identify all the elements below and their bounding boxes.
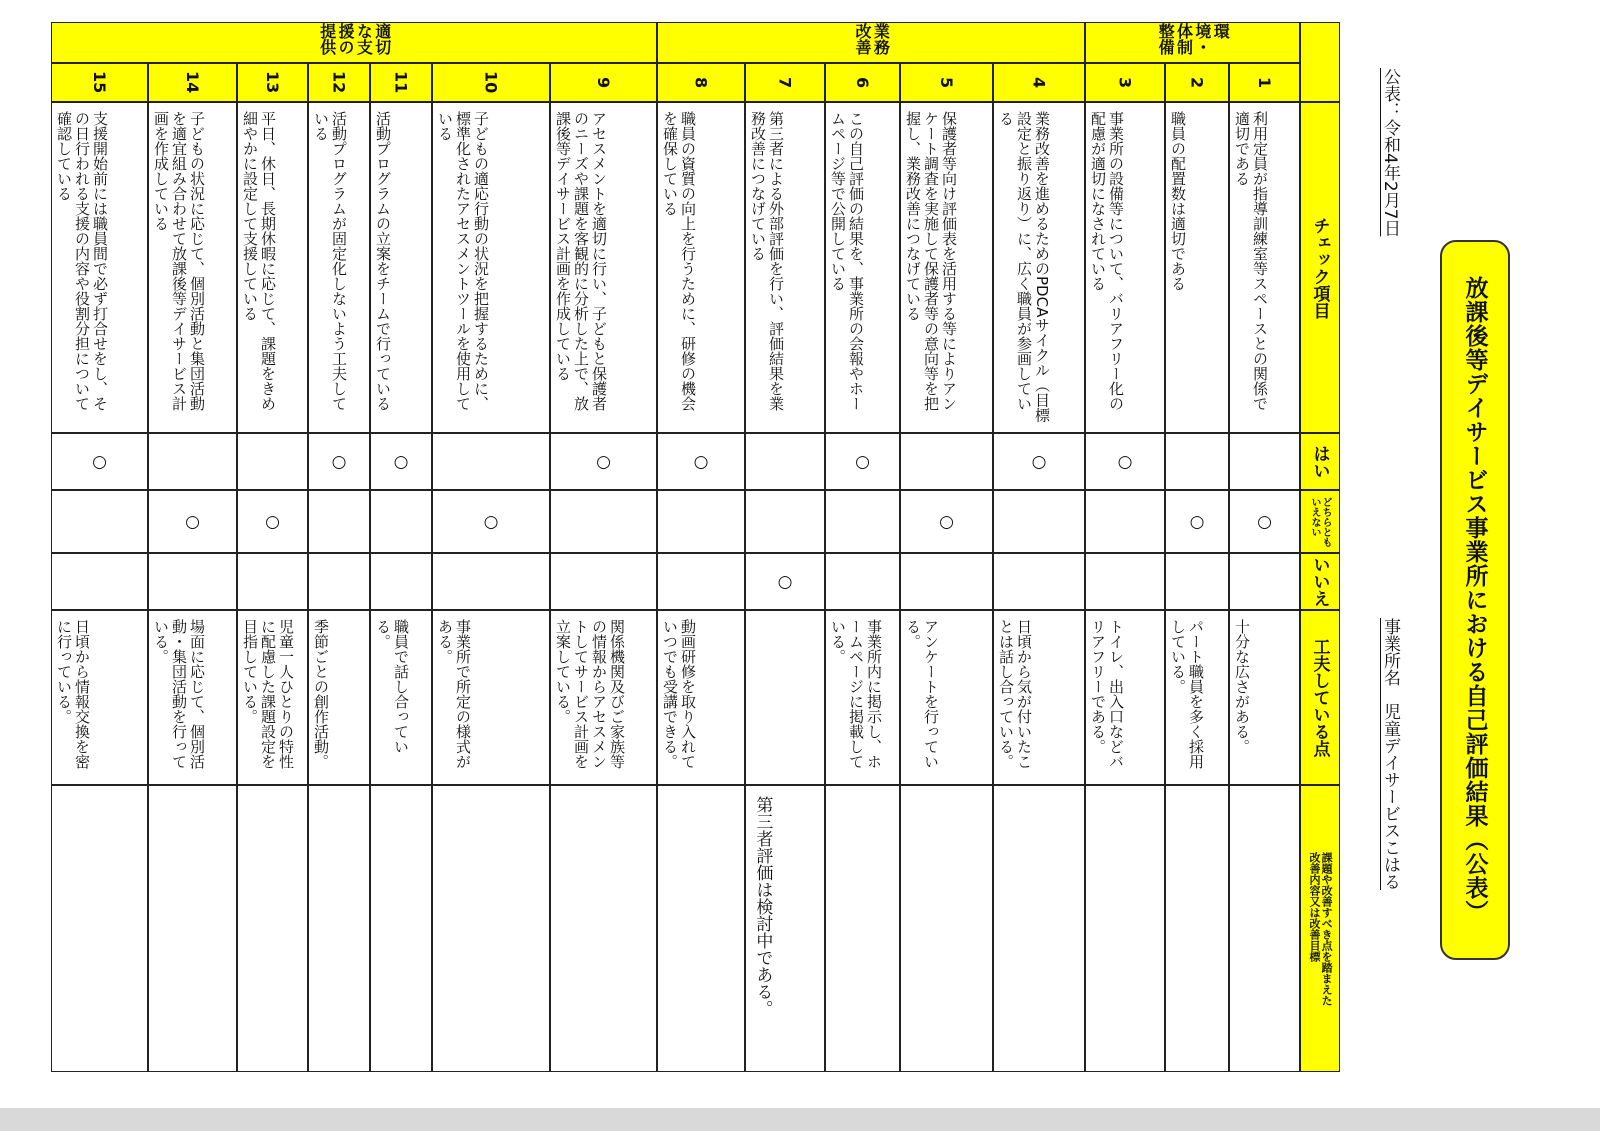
issue-text: [308, 785, 370, 1072]
header-no-text: いいえ: [1309, 556, 1330, 607]
answer-no: [993, 553, 1085, 610]
category-1-text: 環境・体制整備: [1156, 23, 1231, 55]
row-number-text: 8: [691, 76, 711, 89]
answer-neither-text: ○: [1254, 511, 1275, 532]
row-number: [745, 63, 825, 102]
effort-text-text: 十分な広さがある。: [1233, 619, 1251, 754]
answer-no: [51, 553, 148, 610]
answer-yes: [1229, 433, 1300, 490]
effort-text-text: 動画研修を取り入れていつでも受講できる。: [661, 619, 697, 769]
effort-text: [1165, 610, 1229, 785]
effort-text: [1085, 610, 1165, 785]
answer-no: [745, 553, 825, 610]
issue-text: [825, 785, 900, 1072]
answer-neither: [1085, 490, 1165, 553]
check-item: [1229, 102, 1300, 433]
answer-yes-text: ○: [593, 451, 614, 472]
row-number-text: 13: [263, 71, 282, 94]
effort-text-text: トイレ、出入口などバリアフリーである。: [1089, 619, 1125, 769]
row-number-text: 3: [1115, 76, 1135, 89]
answer-yes-text: ○: [1029, 451, 1049, 472]
answer-yes: [657, 433, 745, 490]
row-number: [900, 63, 993, 102]
effort-text-text: 日頃から気が付いたことは話し合っている。: [997, 619, 1033, 769]
issue-text: [51, 785, 148, 1072]
check-item: [51, 102, 148, 433]
header-check-item-text: チェック項目: [1309, 216, 1330, 319]
category-3-text: 適切な支援の提供: [317, 23, 392, 55]
header-no: [1300, 553, 1340, 610]
check-item: [1085, 102, 1165, 433]
check-item-text: 活動プログラムが固定化しないよう工夫している: [312, 111, 348, 411]
check-item-text: この自己評価の結果を、事業所の会報やホームページ等で公開している: [829, 111, 865, 411]
issue-text: [1165, 785, 1229, 1072]
answer-yes-text: ○: [691, 451, 711, 472]
answer-neither: [745, 490, 825, 553]
answer-no: [1165, 553, 1229, 610]
facility-name: 事業所名 児童デイサービスこはる: [1380, 618, 1400, 890]
answer-yes: [370, 433, 432, 490]
category-2-text: 業務改善: [853, 23, 891, 55]
answer-neither-text: ○: [481, 511, 501, 532]
answer-neither: [432, 490, 550, 553]
effort-text: [237, 610, 308, 785]
answer-neither: [1229, 490, 1300, 553]
answer-no: [825, 553, 900, 610]
check-item-text: アセスメントを適切に行い、子どもと保護者のニーズや課題を客観的に分析した上で、放課後等デイサービス計画を作成している: [554, 111, 608, 411]
effort-text: [825, 610, 900, 785]
header-neither: [1300, 490, 1340, 553]
row-number-text: 12: [329, 71, 349, 94]
row-number: [1085, 63, 1165, 102]
answer-neither: [550, 490, 657, 553]
answer-yes: [900, 433, 993, 490]
effort-text-text: 事業所内に掲示し、ホームページに掲載している。: [829, 619, 883, 769]
header-issues: [1300, 785, 1340, 1072]
effort-text-text: 季節ごとの創作活動。: [312, 619, 330, 769]
row-number-text: 11: [391, 71, 411, 94]
effort-text-text: 関係機関及びご家族等の情報からアセスメントしてサービス計画を立案している。: [554, 619, 626, 769]
page-title: 放課後等デイサービス事業所における自己評価結果（公表）: [1461, 276, 1488, 924]
row-number: [51, 63, 148, 102]
answer-no: [432, 553, 550, 610]
check-item-text: 第三者による外部評価を行い、評価結果を業務改善につなげている: [749, 111, 785, 411]
category-1: [1085, 22, 1300, 63]
check-item-text: 利用定員が指導訓練室等スペースとの関係で適切である: [1233, 111, 1269, 411]
header-neither-text: どちらとも いえない: [1309, 496, 1331, 547]
check-item-text: 業務改善を進めるためのPDCAサイクル（目標設定と振り返り）に、広く職員が参画している: [997, 111, 1051, 423]
row-number-text: 9: [594, 76, 613, 89]
answer-yes: [148, 433, 237, 490]
row-number-text: 10: [481, 71, 501, 94]
issue-text: [550, 785, 657, 1072]
answer-yes: [1085, 433, 1165, 490]
effort-text: [550, 610, 657, 785]
check-item-text: 支援開始前には職員間で必ず打合せをし、その日行われる支援の内容や役割分担について確認している: [55, 111, 109, 411]
answer-no-text: ○: [775, 571, 795, 592]
row-number-text: 7: [775, 76, 795, 89]
answer-no: [1229, 553, 1300, 610]
answer-no: [550, 553, 657, 610]
check-item: [900, 102, 993, 433]
answer-no: [657, 553, 745, 610]
row-number: [432, 63, 550, 102]
effort-text: [308, 610, 370, 785]
check-item-text: 保護者等向け評価表を活用する等によりアンケート調査を実施して保護者等の意向等を把握し、業務改善につなげている: [904, 111, 958, 411]
row-number: [308, 63, 370, 102]
row-number-text: 1: [1255, 76, 1274, 89]
header-efforts-text: 工夫している点: [1309, 638, 1330, 757]
check-item: [825, 102, 900, 433]
answer-yes: [825, 433, 900, 490]
header-check-item: [1300, 102, 1340, 433]
effort-text-text: 場面に応じて、個別活動・集団活動を行っている。: [152, 619, 206, 769]
answer-neither: [825, 490, 900, 553]
answer-no: [370, 553, 432, 610]
answer-yes-text: ○: [89, 451, 110, 472]
header-yes-text: はい: [1309, 444, 1330, 479]
row-number-text: 2: [1187, 76, 1207, 89]
effort-text: [657, 610, 745, 785]
issue-text: [370, 785, 432, 1072]
check-item-text: 子どもの状況に応じて、個別活動と集団活動を適宜組み合わせて放課後等デイサービス計画を作成している: [152, 111, 206, 411]
answer-neither: [370, 490, 432, 553]
answer-yes: [237, 433, 308, 490]
check-item-text: 活動プログラムの立案をチームで行っている: [374, 111, 392, 411]
answer-yes: [51, 433, 148, 490]
bottom-bar: [0, 1108, 1600, 1131]
answer-yes: [308, 433, 370, 490]
row-number: [1229, 63, 1300, 102]
effort-text: [370, 610, 432, 785]
check-item: [370, 102, 432, 433]
effort-text: [1229, 610, 1300, 785]
issue-text: [745, 785, 825, 1072]
check-item: [237, 102, 308, 433]
answer-yes: [550, 433, 657, 490]
effort-text-text: アンケートを行っている。: [904, 619, 940, 769]
effort-text-text: パート職員を多く採用している。: [1169, 619, 1205, 769]
row-number-text: 6: [853, 76, 872, 89]
check-item-text: 事業所の設備等について、バリアフリー化の配慮が適切になされている: [1089, 111, 1125, 411]
check-item-text: 子どもの適応行動の状況を把握するために、標準化されたアセスメントツールを使用している: [436, 111, 490, 411]
row-number: [550, 63, 657, 102]
row-number: [237, 63, 308, 102]
answer-yes: [1165, 433, 1229, 490]
answer-yes: [432, 433, 550, 490]
issue-text: [657, 785, 745, 1072]
answer-neither: [993, 490, 1085, 553]
effort-text-text: 児童一人ひとりの特性に配慮した課題設定を目指している。: [241, 619, 295, 769]
row-number: [657, 63, 745, 102]
row-number: [825, 63, 900, 102]
answer-no: [308, 553, 370, 610]
answer-no: [148, 553, 237, 610]
answer-neither-text: ○: [1187, 511, 1207, 532]
row-number: [1165, 63, 1229, 102]
answer-yes-text: ○: [391, 451, 411, 472]
answer-neither-text: ○: [262, 511, 283, 532]
answer-no: [1085, 553, 1165, 610]
issue-text: [1229, 785, 1300, 1072]
answer-no: [237, 553, 308, 610]
row-number-text: 14: [183, 71, 202, 94]
effort-text-text: 事業所で所定の様式がある。: [436, 619, 472, 769]
check-item: [745, 102, 825, 433]
check-item: [657, 102, 745, 433]
issue-text: [237, 785, 308, 1072]
issue-text: [900, 785, 993, 1072]
header-efforts: [1300, 610, 1340, 785]
check-item-text: 職員の資質の向上を行うために、研修の機会を確保している: [661, 111, 697, 411]
category-3: [51, 22, 657, 63]
answer-yes: [745, 433, 825, 490]
effort-text: [745, 610, 825, 785]
answer-no: [900, 553, 993, 610]
issue-text: [993, 785, 1085, 1072]
header-issues-text: 課題や改善すべき点を踏まえた 改善内容又は改善目標: [1308, 851, 1334, 1006]
answer-yes-text: ○: [1115, 451, 1135, 472]
answer-neither: [657, 490, 745, 553]
row-number: [148, 63, 237, 102]
row-number-text: 15: [90, 71, 109, 94]
effort-text: [993, 610, 1085, 785]
answer-neither-text: ○: [936, 511, 957, 532]
answer-yes-text: ○: [329, 451, 349, 472]
header-yes: [1300, 433, 1340, 490]
effort-text: [900, 610, 993, 785]
answer-neither: [900, 490, 993, 553]
header-corner: [1300, 22, 1340, 102]
answer-neither: [1165, 490, 1229, 553]
check-item: [432, 102, 550, 433]
issue-text-text: 第三者評価は検討中である。: [752, 796, 773, 1017]
answer-neither: [308, 490, 370, 553]
row-number-text: 5: [937, 76, 956, 89]
effort-text-text: 日頃から情報交換を密に行っている。: [55, 619, 91, 769]
check-item: [1165, 102, 1229, 433]
answer-neither-text: ○: [182, 511, 203, 532]
row-number: [370, 63, 432, 102]
effort-text-text: 職員で話し合っている。: [374, 619, 410, 754]
effort-text: [432, 610, 550, 785]
check-item: [148, 102, 237, 433]
category-2: [657, 22, 1085, 63]
effort-text: [51, 610, 148, 785]
issue-text: [1085, 785, 1165, 1072]
check-item: [550, 102, 657, 433]
check-item: [993, 102, 1085, 433]
check-item-text: 平日、休日、長期休暇に応じて、課題をきめ細やかに設定して支援している: [241, 111, 277, 411]
answer-neither: [237, 490, 308, 553]
effort-text: [148, 610, 237, 785]
answer-yes: [993, 433, 1085, 490]
check-item: [308, 102, 370, 433]
issue-text: [432, 785, 550, 1072]
check-item-text: 職員の配置数は適切である: [1169, 111, 1187, 291]
published-date: 公表：令和4年2月7日: [1380, 68, 1400, 237]
answer-yes-text: ○: [852, 451, 873, 472]
answer-neither: [51, 490, 148, 553]
answer-neither: [148, 490, 237, 553]
row-number: [993, 63, 1085, 102]
issue-text: [148, 785, 237, 1072]
row-number-text: 4: [1029, 76, 1049, 89]
